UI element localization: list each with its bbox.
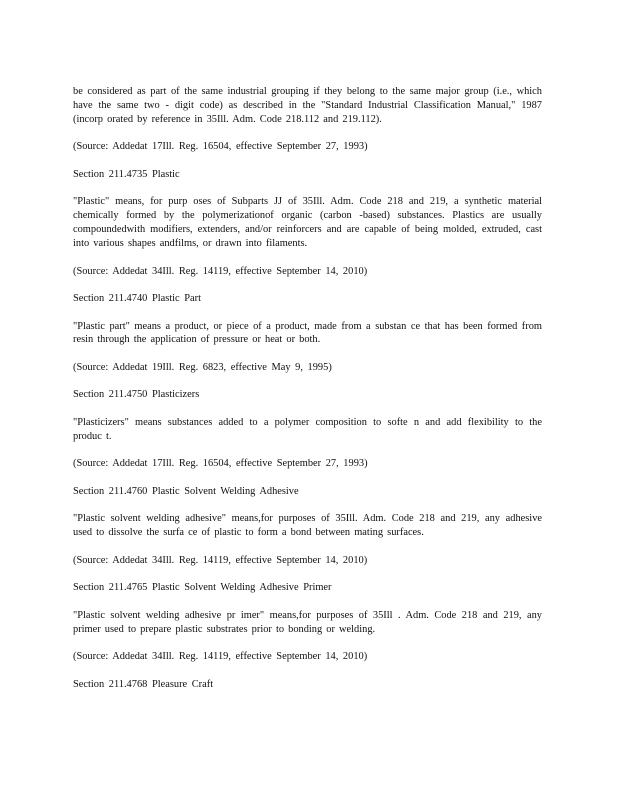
section-heading: Section 211.4765 Plastic Solvent Welding Adhesive Primer: [73, 582, 332, 594]
source-note: (Source: Addedat 17Ill. Reg. 16504, effective September 27, 1993): [73, 141, 368, 153]
source-note: (Source: Addedat 34Ill. Reg. 14119, effective September 14, 2010): [73, 554, 368, 566]
source-note: (Source: Addedat 19Ill. Reg. 6823, effective May 9, 1995): [73, 361, 332, 373]
definition-paragraph: "Plastic" means, for purp oses of Subparts JJ of 35Ill. Adm. Code 218 and 219, a synthetic material chemically formed by the polymerizationof organic (carbon -based) substances. Plastics are usually compoundedwith modifiers, extenders, and/or reinforcers and are capable of being molded, extruded, cast into various shapes andfilms, or drawn into filaments.: [73, 196, 542, 250]
source-note: (Source: Addedat 34Ill. Reg. 14119, effective September 14, 2010): [73, 651, 368, 663]
section-heading: Section 211.4760 Plastic Solvent Welding Adhesive: [73, 485, 299, 497]
definition-paragraph: be considered as part of the same industrial grouping if they belong to the same major group (i.e., which have the same two - digit code) as described in the "Standard Industrial Classification Manual," 1987 (incorp orated by reference in 35Ill. Adm. Code 218.112 and 219.112).: [73, 86, 542, 125]
definition-paragraph: "Plastic part" means a product, or piece of a product, made from a substan ce that has been formed from resin through the application of pressure or heat or both.: [73, 320, 542, 346]
source-note: (Source: Addedat 17Ill. Reg. 16504, effective September 27, 1993): [73, 458, 368, 470]
definition-paragraph: "Plasticizers" means substances added to a polymer composition to softe n and add flexibility to the produc t.: [73, 416, 542, 442]
source-note: (Source: Addedat 34Ill. Reg. 14119, effective September 14, 2010): [73, 265, 368, 277]
section-heading: Section 211.4740 Plastic Part: [73, 293, 201, 305]
definition-paragraph: "Plastic solvent welding adhesive" means,for purposes of 35Ill. Adm. Code 218 and 219, any adhesive used to dissolve the surfa ce of plastic to form a bond between mating surfaces.: [73, 513, 542, 539]
section-heading: Section 211.4768 Pleasure Craft: [73, 678, 214, 690]
section-heading: Section 211.4735 Plastic: [73, 168, 180, 180]
section-heading: Section 211.4750 Plasticizers: [73, 389, 200, 401]
definition-paragraph: "Plastic solvent welding adhesive pr imer" means,for purposes of 35Ill . Adm. Code 218 and 219, any primer used to prepare plastic substrates prior to bonding or welding.: [73, 609, 542, 635]
